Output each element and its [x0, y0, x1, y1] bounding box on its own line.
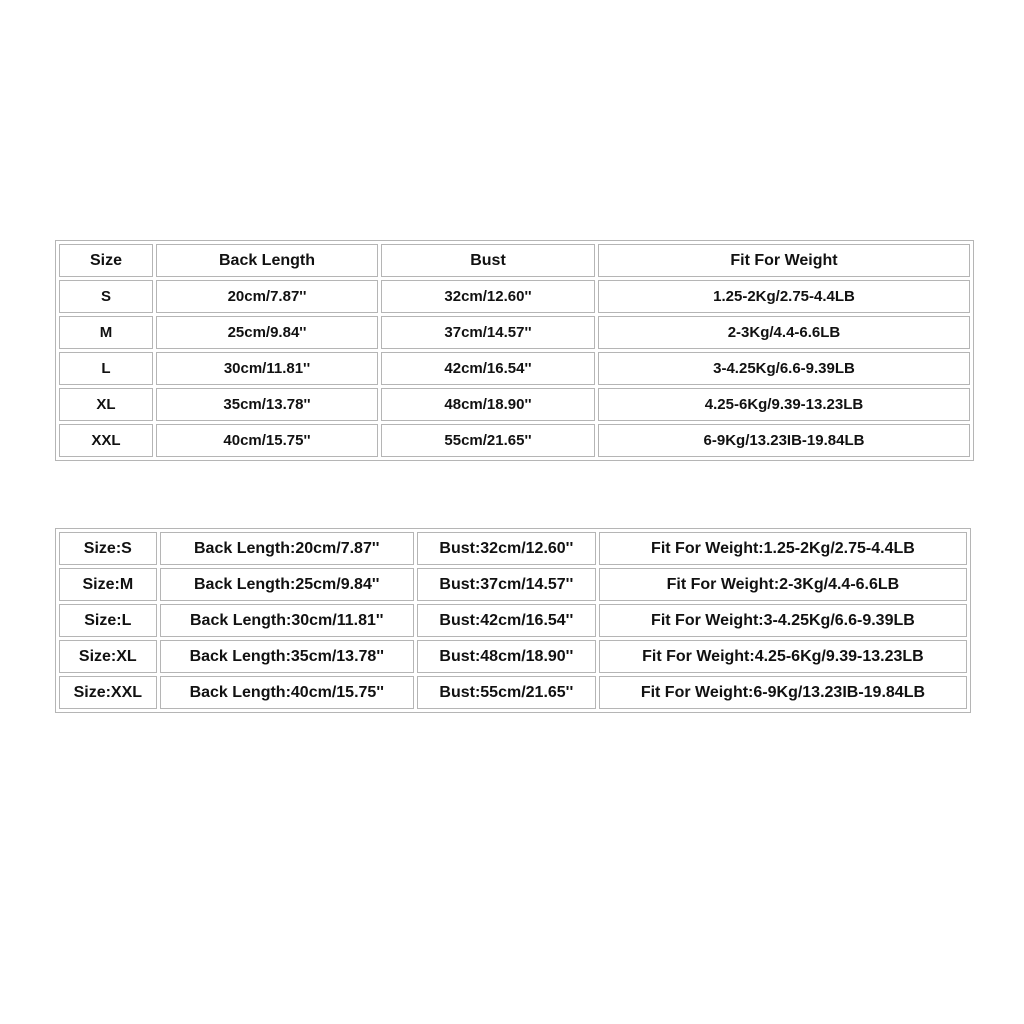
header-back-length: Back Length: [156, 244, 378, 277]
cell-back-length: Back Length:30cm/11.81'': [160, 604, 414, 637]
cell-bust: Bust:32cm/12.60'': [417, 532, 596, 565]
cell-back-length: Back Length:25cm/9.84'': [160, 568, 414, 601]
cell-size: Size:XL: [59, 640, 157, 673]
cell-bust: 37cm/14.57'': [381, 316, 595, 349]
cell-back-length: Back Length:40cm/15.75'': [160, 676, 414, 709]
cell-back-length: Back Length:35cm/13.78'': [160, 640, 414, 673]
table-row: [59, 676, 967, 709]
table-row: [59, 640, 967, 673]
cell-fit-for-weight: Fit For Weight:4.25-6Kg/9.39-13.23LB: [599, 640, 967, 673]
cell-back-length: 30cm/11.81'': [156, 352, 378, 385]
cell-bust: Bust:37cm/14.57'': [417, 568, 596, 601]
table-row: [59, 604, 967, 637]
header-fit-for-weight: Fit For Weight: [598, 244, 970, 277]
cell-bust: 42cm/16.54'': [381, 352, 595, 385]
cell-bust: Bust:55cm/21.65'': [417, 676, 596, 709]
table-row: [59, 280, 970, 313]
cell-fit-for-weight: Fit For Weight:2-3Kg/4.4-6.6LB: [599, 568, 967, 601]
cell-bust: 48cm/18.90'': [381, 388, 595, 421]
table-row: [59, 568, 967, 601]
cell-bust: 55cm/21.65'': [381, 424, 595, 457]
cell-fit-for-weight: 2-3Kg/4.4-6.6LB: [598, 316, 970, 349]
cell-size: Size:L: [59, 604, 157, 637]
cell-bust: 32cm/12.60'': [381, 280, 595, 313]
table-row: [59, 388, 970, 421]
cell-size: M: [59, 316, 153, 349]
cell-size: Size:XXL: [59, 676, 157, 709]
cell-bust: Bust:42cm/16.54'': [417, 604, 596, 637]
table-row: [59, 316, 970, 349]
header-bust: Bust: [381, 244, 595, 277]
cell-size: XXL: [59, 424, 153, 457]
cell-bust: Bust:48cm/18.90'': [417, 640, 596, 673]
cell-fit-for-weight: 4.25-6Kg/9.39-13.23LB: [598, 388, 970, 421]
size-chart-labeled-table: [55, 528, 971, 713]
cell-back-length: Back Length:20cm/7.87'': [160, 532, 414, 565]
cell-size: S: [59, 280, 153, 313]
cell-size: XL: [59, 388, 153, 421]
table-row: [59, 424, 970, 457]
table-row: [59, 352, 970, 385]
cell-fit-for-weight: Fit For Weight:6-9Kg/13.23IB-19.84LB: [599, 676, 967, 709]
cell-size: L: [59, 352, 153, 385]
cell-fit-for-weight: 1.25-2Kg/2.75-4.4LB: [598, 280, 970, 313]
cell-back-length: 25cm/9.84'': [156, 316, 378, 349]
cell-fit-for-weight: Fit For Weight:3-4.25Kg/6.6-9.39LB: [599, 604, 967, 637]
header-size: Size: [59, 244, 153, 277]
cell-back-length: 35cm/13.78'': [156, 388, 378, 421]
table-header-row: [59, 244, 970, 277]
cell-fit-for-weight: Fit For Weight:1.25-2Kg/2.75-4.4LB: [599, 532, 967, 565]
cell-size: Size:M: [59, 568, 157, 601]
table-row: [59, 532, 967, 565]
cell-back-length: 40cm/15.75'': [156, 424, 378, 457]
cell-fit-for-weight: 6-9Kg/13.23IB-19.84LB: [598, 424, 970, 457]
cell-fit-for-weight: 3-4.25Kg/6.6-9.39LB: [598, 352, 970, 385]
size-chart-table: [55, 240, 974, 461]
cell-size: Size:S: [59, 532, 157, 565]
cell-back-length: 20cm/7.87'': [156, 280, 378, 313]
